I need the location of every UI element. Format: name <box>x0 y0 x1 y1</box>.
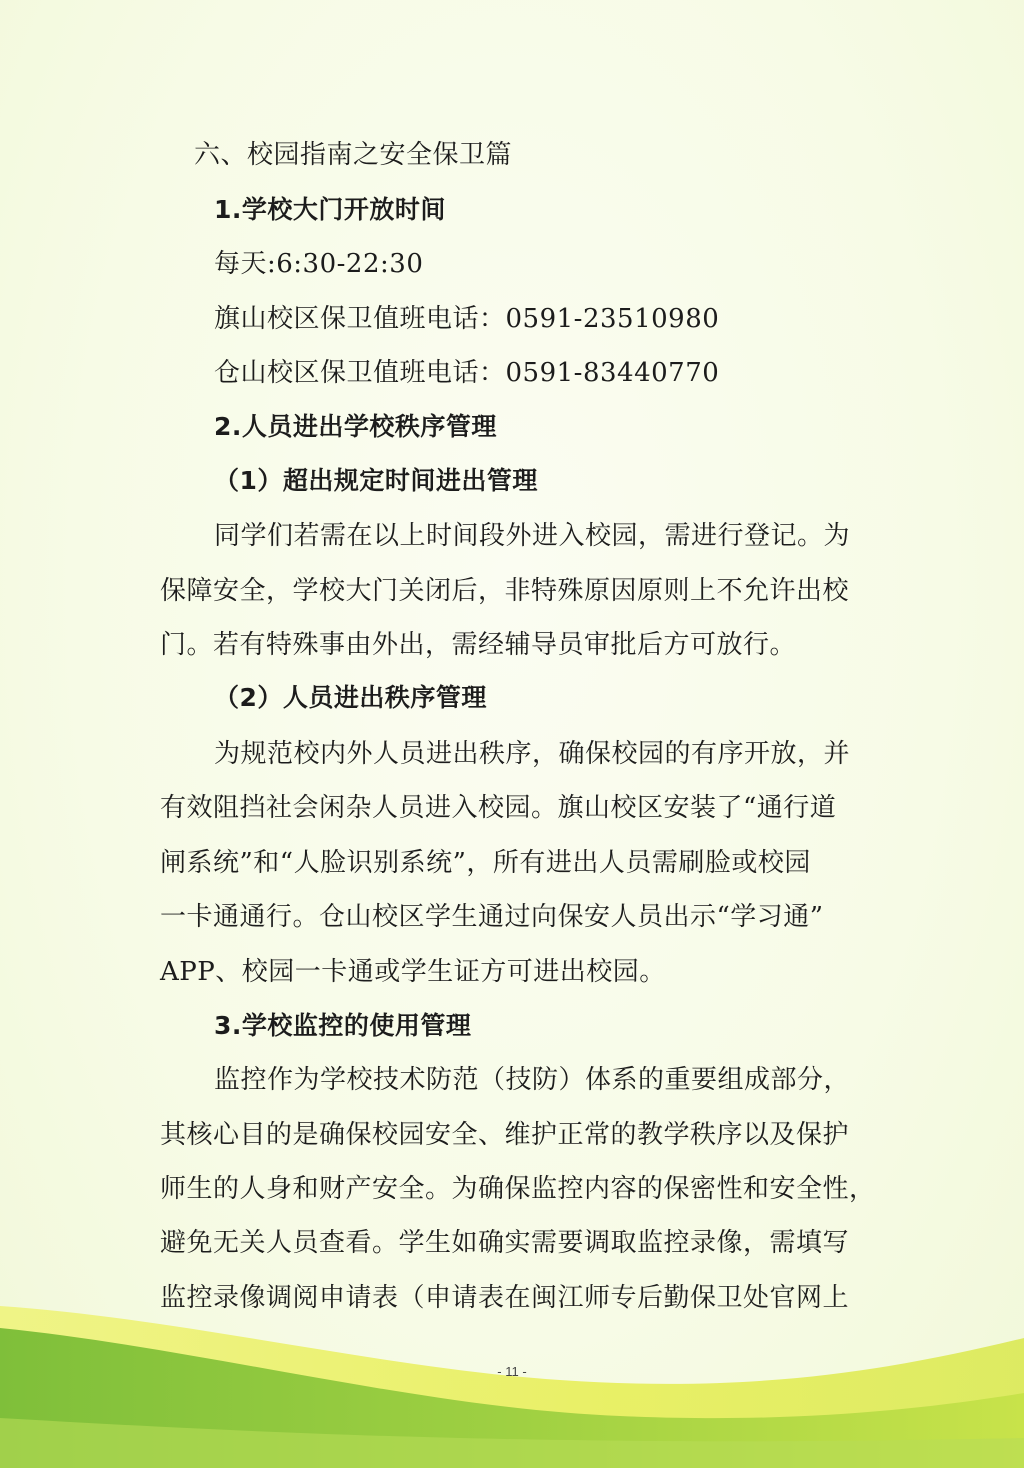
phone-qishan: 旗山校区保卫值班电话：0591-23510980 <box>214 304 720 334</box>
subheading-order-management: （2）人员进出秩序管理 <box>214 683 487 712</box>
paragraph-line: APP、校园一卡通或学生证方可进出校园。 <box>160 957 666 987</box>
section-heading: 六、校园指南之安全保卫篇 <box>194 140 513 170</box>
heading-entry-management: 2.人员进出学校秩序管理 <box>214 412 497 441</box>
paragraph-line: 门。若有特殊事由外出，需经辅导员审批后方可放行。 <box>160 630 797 660</box>
paragraph-line: 有效阻挡社会闲杂人员进入校园。旗山校区安装了“通行道 <box>160 793 837 823</box>
paragraph-line: 其核心目的是确保校园安全、维护正常的教学秩序以及保护 <box>160 1120 850 1150</box>
paragraph-line: 为规范校内外人员进出秩序，确保校园的有序开放，并 <box>214 739 851 769</box>
subheading-after-hours: （1）超出规定时间进出管理 <box>214 466 538 495</box>
heading-gate-hours: 1.学校大门开放时间 <box>214 195 446 224</box>
gate-hours-text: 每天:6:30-22:30 <box>214 249 424 279</box>
page-number: - 11 - <box>497 1364 527 1379</box>
paragraph-line: 闸系统”和“人脸识别系统”，所有进出人员需刷脸或校园 <box>160 848 811 878</box>
paragraph-line: 监控作为学校技术防范（技防）体系的重要组成部分， <box>214 1065 851 1095</box>
paragraph-line: 监控录像调阅申请表（申请表在闽江师专后勤保卫处官网上 <box>160 1283 850 1313</box>
phone-cangshan: 仓山校区保卫值班电话：0591-83440770 <box>214 358 720 388</box>
paragraph-line: 同学们若需在以上时间段外进入校园，需进行登记。为 <box>214 521 851 551</box>
paragraph-line: 保障安全，学校大门关闭后，非特殊原因原则上不允许出校 <box>160 576 850 606</box>
heading-surveillance: 3.学校监控的使用管理 <box>214 1011 472 1040</box>
paragraph-line: 避免无关人员查看。学生如确实需要调取监控录像，需填写 <box>160 1228 850 1258</box>
paragraph-line: 师生的人身和财产安全。为确保监控内容的保密性和安全性， <box>160 1174 876 1204</box>
decorative-wave-footer <box>0 1298 1024 1468</box>
paragraph-line: 一卡通通行。仓山校区学生通过向保安人员出示“学习通” <box>160 902 824 932</box>
